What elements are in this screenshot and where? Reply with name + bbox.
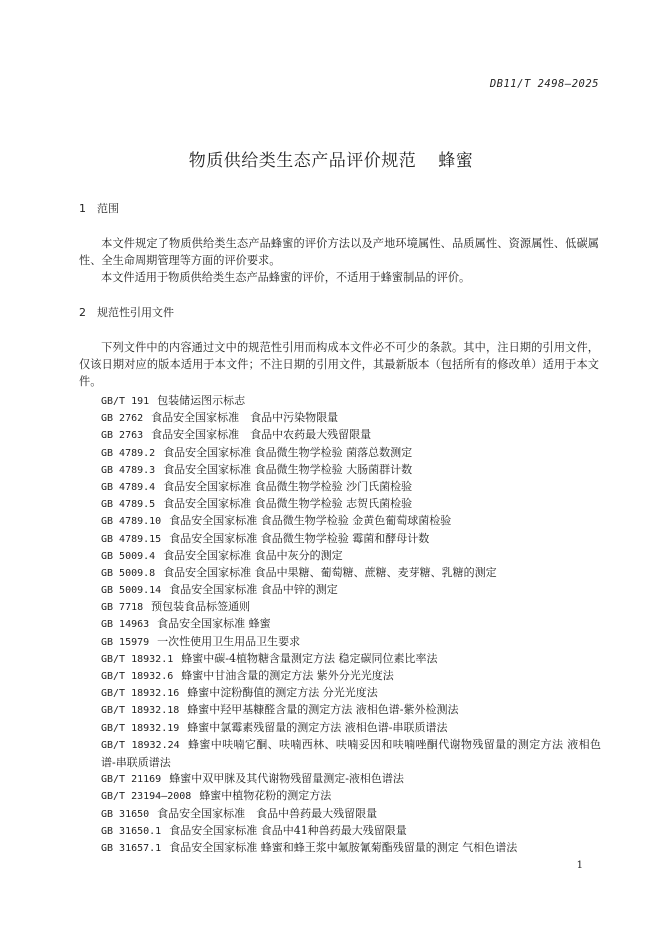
reference-title: 食品安全国家标准 食品微生物学检验 金黄色葡萄球菌检验 [169,514,452,528]
reference-code: GB 4789.3 [101,464,156,476]
reference-code: GB 31650 [101,808,150,820]
references-intro-paragraph: 下列文件中的内容通过文中的规范性引用而构成本文件必不可少的条款。其中，注日期的引用文件，仅该日期对应的版本适用于本文件；不注日期的引用文件，其最新版本（包括所有的修改单）适用于本文件。 [79,341,599,388]
reference-code: GB/T 18932.19 [101,722,180,734]
reference-code: GB 2762 [101,413,144,425]
reference-item [79,839,601,856]
reference-title: 蜂蜜中呋喃它酮、呋喃西林、呋喃妥因和呋喃唑酮代谢物残留量的测定方法 液相色谱-串联质谱法 [101,737,601,769]
reference-item [79,701,601,718]
reference-title: 食品安全国家标准 食品中兽药最大残留限量 [157,806,378,820]
reference-title: 食品安全国家标准 食品中农药最大残留限量 [151,428,372,442]
reference-code: GB/T 23194—2008 [101,791,192,803]
reference-code: GB 4789.4 [101,481,156,493]
reference-code: GB 5009.8 [101,567,156,579]
reference-title: 食品安全国家标准 食品微生物学检验 志贺氏菌检验 [163,497,413,511]
reference-item [79,392,601,409]
reference-title: 食品安全国家标准 食品中果糖、葡萄糖、蔗糖、麦芽糖、乳糖的测定 [163,565,497,579]
reference-code: GB 5009.4 [101,550,156,562]
reference-code: GB/T 191 [101,396,150,407]
reference-item [79,530,601,547]
reference-title: 蜂蜜中双甲脒及其代谢物残留量测定-液相色谱法 [169,772,404,786]
reference-code: GB 4789.2 [101,447,156,459]
scope-paragraph-1: 本文件规定了物质供给类生态产品蜂蜜的评价方法以及产地环境属性、品质属性、资源属性、低碳属性、全生命周期管理等方面的评价要求。 [79,237,599,267]
reference-item [79,444,601,461]
reference-list [79,392,601,856]
reference-title: 食品安全国家标准 蜂蜜和蜂王浆中氟胺氰菊酯残留量的测定 气相色谱法 [169,840,518,854]
reference-title: 蜂蜜中碳-4植物糖含量测定方法 稳定碳同位素比率法 [181,651,438,665]
reference-code: GB 4789.5 [101,499,156,511]
reference-item [79,615,601,632]
reference-title: 一次性使用卫生用品卫生要求 [157,634,301,648]
reference-code: GB/T 18932.18 [101,705,180,717]
reference-title: 蜂蜜中氯霉素残留量的测定方法 液相色谱-串联质谱法 [187,720,448,734]
reference-item [79,805,601,822]
section-heading-normative-references [79,304,174,320]
reference-code: GB 15979 [101,636,150,648]
section-heading-scope [79,200,119,216]
reference-item [79,426,601,443]
page-number: 1 [576,860,583,871]
reference-code: GB/T 18932.6 [101,671,174,682]
reference-item [79,633,601,650]
reference-code: GB 2763 [101,430,144,442]
page-title [0,146,662,171]
section-number: 2 [79,306,86,319]
reference-title: 食品安全国家标准 食品微生物学检验 菌落总数测定 [163,445,413,459]
reference-title: 预包装食品标签通则 [151,600,251,614]
reference-item [79,598,601,615]
reference-code: GB/T 18932.16 [101,688,180,700]
reference-item [79,736,601,770]
reference-item [79,461,601,478]
section-number: 1 [79,202,86,215]
reference-item [79,581,601,598]
reference-title: 食品安全国家标准 食品中锌的测定 [169,583,338,597]
title-main: 物质供给类生态产品评价规范 [188,151,417,171]
reference-code: GB/T 21169 [101,774,162,786]
reference-title: 食品安全国家标准 蜂蜜 [157,617,271,631]
reference-item [79,547,601,564]
reference-item [79,495,601,512]
reference-item [79,564,601,581]
reference-title: 食品安全国家标准 食品微生物学检验 大肠菌群计数 [163,462,413,476]
reference-title: 蜂蜜中植物花粉的测定方法 [199,789,332,803]
reference-item [79,770,601,787]
reference-title: 食品安全国家标准 食品中41种兽药最大残留限量 [169,823,407,837]
reference-title: 蜂蜜中淀粉酶值的测定方法 分光光度法 [187,686,378,700]
reference-title: 食品安全国家标准 食品中污染物限量 [151,411,339,425]
reference-item [79,822,601,839]
reference-item [79,787,601,804]
reference-code: GB/T 18932.24 [101,739,180,751]
reference-item [79,719,601,736]
reference-item [79,478,601,495]
reference-code: GB 14963 [101,619,150,631]
reference-item [79,667,601,684]
reference-title: 食品安全国家标准 食品中灰分的测定 [163,548,343,562]
document-id: DB11/T 2498—2025 [489,78,599,90]
reference-item [79,409,601,426]
reference-item [79,512,601,529]
reference-item [79,650,601,667]
reference-code: GB 4789.10 [101,516,162,528]
reference-code: GB 5009.14 [101,585,162,597]
reference-code: GB 4789.15 [101,533,162,545]
reference-code: GB 31650.1 [101,825,162,837]
reference-title: 蜂蜜中甘油含量的测定方法 紫外分光光度法 [181,669,394,682]
reference-item [79,684,601,701]
reference-title: 食品安全国家标准 食品微生物学检验 沙门氏菌检验 [163,479,413,493]
section-title: 规范性引用文件 [97,306,174,319]
reference-title: 包装储运图示标志 [157,394,246,407]
reference-code: GB 7718 [101,602,144,614]
reference-code: GB/T 18932.1 [101,653,174,665]
section-title: 范围 [97,202,119,215]
title-sub: 蜂蜜 [438,151,474,171]
scope-paragraph-2: 本文件适用于物质供给类生态产品蜂蜜的评价，不适用于蜂蜜制品的评价。 [101,271,471,284]
reference-title: 蜂蜜中羟甲基糠醛含量的测定方法 液相色谱-紫外检测法 [187,703,459,717]
reference-code: GB 31657.1 [101,842,162,854]
reference-title: 食品安全国家标准 食品微生物学检验 霉菌和酵母计数 [169,531,430,545]
